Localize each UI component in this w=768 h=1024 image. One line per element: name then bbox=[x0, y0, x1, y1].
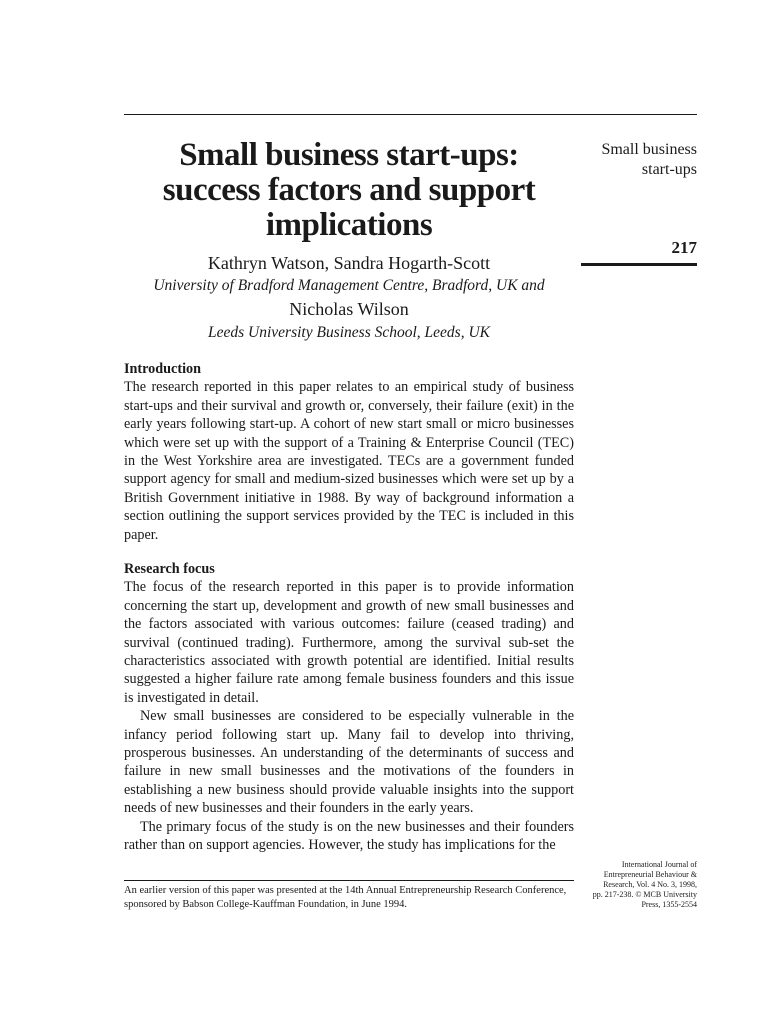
title-line: Small business start-ups: bbox=[179, 137, 519, 173]
running-title-line: Small business bbox=[601, 141, 697, 158]
section-heading: Introduction bbox=[124, 361, 201, 377]
running-title bbox=[601, 140, 697, 180]
introduction-section bbox=[124, 360, 574, 544]
page-number: 217 bbox=[671, 238, 697, 257]
journal-ref-line: pp. 217-238. © MCB University bbox=[592, 890, 697, 899]
affiliation-1: University of Bradford Management Centre, Bradford, UK and bbox=[153, 277, 545, 294]
article-title bbox=[124, 138, 574, 243]
paragraph: New small businesses are considered to be especially vulnerable in the infancy period following start up. Many fail to develop into thriving, prosperous businesses. An understanding of the determinants of success and failure in new small businesses and the motivations of the founders in establishing a new business should provide valuable insights into the support needs of new businesses and their founders in the early years. bbox=[124, 708, 574, 817]
paragraph: The primary focus of the study is on the new businesses and their founders rather than on support agencies. However, the study has implications for the bbox=[124, 818, 574, 854]
journal-ref-line: Research, Vol. 4 No. 3, 1998, bbox=[603, 880, 697, 889]
running-title-line: start-ups bbox=[641, 161, 697, 178]
paragraph: The focus of the research reported in this paper is to provide information concerning the start up, development and growth of new small businesses and the factors associated with various outcomes: failure (ceased trading) and survival (continued trading). Furthermore, among the survival sub-set the characteristics associated with growth potential are identified. Initial results suggested a higher failure rate among female business founders and this issue is investigated in detail. bbox=[124, 579, 574, 706]
side-rule bbox=[581, 263, 697, 266]
paragraph: The research reported in this paper relates to an empirical study of business start-ups and their survival and growth or, conversely, their failure (exit) in the early years following start-up. A cohort of new start small or micro businesses which were set up with the support of a Training & Enterprise Council (TEC) in the West Yorkshire area are investigated. TECs are a government funded support agency for small and medium-sized businesses which were set up by a British Government initiative in 1988. By way of background information a section outlining the support services provided by the TEC is included in this paper. bbox=[124, 379, 574, 543]
title-line: success factors and support bbox=[162, 172, 536, 208]
affiliation-2: Leeds University Business School, Leeds, UK bbox=[208, 324, 490, 341]
journal-ref-line: Press, 1355-2554 bbox=[641, 900, 697, 909]
footnote: An earlier version of this paper was presented at the 14th Annual Entrepreneurship Research Conference, sponsored by Babson College-Kauffman Foundation, in June 1994. bbox=[124, 885, 567, 910]
footnote-rule bbox=[124, 880, 574, 881]
top-rule bbox=[124, 114, 697, 115]
research-focus-section bbox=[124, 560, 574, 855]
journal-ref-line: International Journal of bbox=[621, 860, 697, 869]
title-line: implications bbox=[265, 207, 433, 243]
journal-ref-line: Entrepreneurial Behaviour & bbox=[603, 870, 697, 879]
section-heading: Research focus bbox=[124, 561, 215, 577]
authors-line-1: Kathryn Watson, Sandra Hogarth-Scott bbox=[207, 253, 491, 273]
authors-line-2: Nicholas Wilson bbox=[289, 299, 409, 319]
journal-reference bbox=[567, 860, 697, 910]
